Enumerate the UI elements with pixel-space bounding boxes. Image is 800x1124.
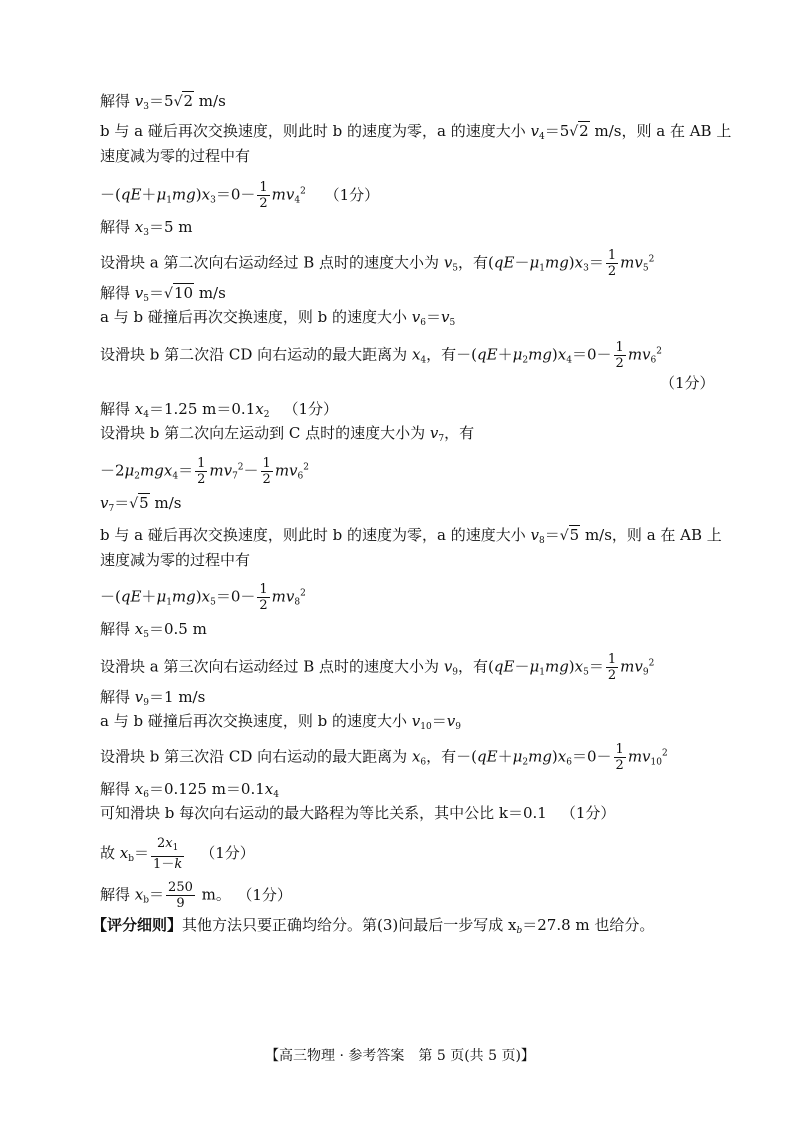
equation-v7: $-2\mu_2mgx_4=$ $\frac{1}{2}$ $mv_7^2-$ $\frac{1}{2}$ $mv_6^2$ [100, 456, 309, 487]
scoring-rules: 【评分细则】其他方法只要正确均给分。第(3)问最后一步写成 $x_b=27.8$ m 也给分。 [92, 916, 655, 936]
equation-xb: 故 $x_b=$ $\frac{2x_1}{1-k}$ （1分） [100, 836, 255, 872]
page-footer: 【高三物理 · 参考答案 第 5 页(共 5 页)】 [265, 1048, 535, 1064]
line-decel-1: 速度减为零的过程中有 [100, 147, 251, 165]
line-x6: 解得 $x_6=0.125$ $m=0.1x_4$ [100, 780, 279, 800]
equation-v5: 设滑块 a 第二次向右运动经过 B 点时的速度大小为 $v_5$，有$(qE-\mu_1mg)x_3=$ $\frac{1}{2}$ $mv_5^2$ [100, 248, 655, 279]
equation-v9: 设滑块 a 第三次向右运动经过 B 点时的速度大小为 $v_9$，有$(qE-\mu_1mg)x_5=$ $\frac{1}{2}$ $mv_9^2$ [100, 652, 655, 683]
line-xb-result: 解得 $x_b=$ $\frac{250}{9}$ m。 （1分） [100, 880, 292, 911]
line-v3: 解得 $v_3=5√2$ m/s [100, 92, 226, 112]
line-v6: a 与 b 碰撞后再次交换速度，则 b 的速度大小 $v_6=v_5$ [100, 308, 456, 328]
equation-x4: 设滑块 b 第二次沿 CD 向右运动的最大距离为 $x_4$，有$-(qE+\mu_2mg)x_4=0-$ $\frac{1}{2}$ $mv_6^2$ [100, 340, 662, 371]
line-v7-intro: 设滑块 b 第二次向左运动到 C 点时的速度大小为 $v_7$，有 [100, 424, 475, 444]
line-exchange-1: b 与 a 碰后再次交换速度，则此时 b 的速度为零，a 的速度大小 $v_4=5√2$ m/s，则 a 在 AB 上 [100, 122, 732, 142]
line-ratio: 可知滑块 b 每次向右运动的最大路程为等比关系，其中公比 k＝0.1 （1分） [100, 804, 616, 822]
line-exchange-2: b 与 a 碰后再次交换速度，则此时 b 的速度为零，a 的速度大小 $v_8=√5$ m/s，则 a 在 AB 上 [100, 526, 722, 546]
line-v9: 解得 $v_9=1$ m/s [100, 688, 206, 708]
line-v5: 解得 $v_5=√10$ m/s [100, 284, 226, 304]
equation-x5: $-(qE+\mu_1mg)x_5=0-$ $\frac{1}{2}$ $mv_8^2$ [100, 582, 306, 613]
equation-x6: 设滑块 b 第三次沿 CD 向右运动的最大距离为 $x_6$，有$-(qE+\mu_2mg)x_6=0-$ $\frac{1}{2}$ $mv_{10}^2$ [100, 742, 668, 773]
line-decel-2: 速度减为零的过程中有 [100, 551, 251, 569]
line-x5: 解得 $x_5=0.5$ m [100, 620, 207, 640]
line-v7: $v_7=√5$ m/s [100, 494, 182, 514]
equation-x3: $-(qE+\mu_1mg)x_3=0-$ $\frac{1}{2}$ $mv_4^2$ （1分） [100, 180, 380, 211]
line-x4: 解得 $x_4=1.25$ $m=0.1x_2$ （1分） [100, 400, 338, 420]
line-x3: 解得 $x_3=5$ m [100, 218, 193, 238]
line-v10: a 与 b 碰撞后再次交换速度，则 b 的速度大小 $v_{10}=v_9$ [100, 712, 461, 732]
score-x4: （1分） [660, 374, 715, 392]
